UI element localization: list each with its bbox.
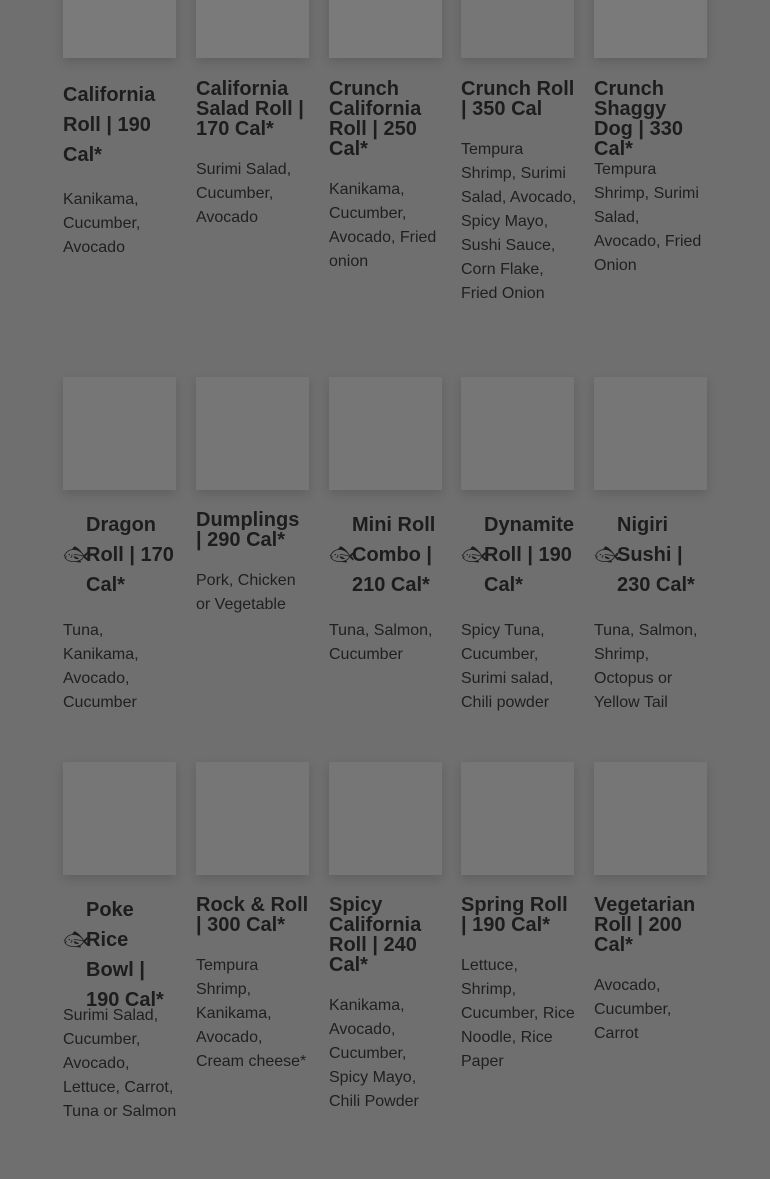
dragon-roll-image	[63, 377, 176, 490]
item-description: Spicy Tuna, Cucumber, Surimi salad, Chili powder	[461, 622, 554, 711]
item-title: Poke Rice Bowl | 190 Cal*	[86, 899, 164, 1011]
fish-icon: 🐟︎	[461, 544, 487, 566]
vegetarian-roll-image	[594, 762, 707, 875]
item-title: Spicy California Roll | 240 Cal*	[329, 894, 422, 976]
fish-icon: 🐟︎	[63, 929, 89, 951]
item-title: Rock & Roll | 300 Cal*	[196, 894, 309, 936]
item-title: California Salad Roll | 170 Cal*	[196, 78, 304, 140]
crunch-roll-image	[461, 0, 574, 58]
item-description: Surimi Salad, Cucumber, Avocado, Lettuce, Carrot, Tuna or Salmon	[63, 1007, 177, 1120]
item-title: Dumplings | 290 Cal*	[196, 509, 300, 551]
fish-icon: 🐟︎	[594, 544, 620, 566]
fish-icon: 🐟︎	[329, 544, 355, 566]
item-description: Pork, Chicken or Vegetable	[196, 572, 296, 613]
crunch-california-roll-image	[329, 0, 442, 58]
item-description: Kanikama, Cucumber, Avocado	[63, 191, 141, 256]
item-description: Tempura Shrimp, Surimi Salad, Avocado, Spicy Mayo, Sushi Sauce, Corn Flake, Fried Onion	[461, 141, 577, 302]
item-description: Kanikama, Avocado, Cucumber, Spicy Mayo, Chili Powder	[329, 997, 419, 1110]
item-title: Dragon Roll | 170 Cal*	[86, 514, 174, 596]
dumplings-image	[196, 377, 309, 490]
mini-roll-combo-image	[329, 377, 442, 490]
item-description: Tuna, Salmon, Cucumber	[329, 622, 433, 663]
dynamite-roll-image	[461, 377, 574, 490]
item-title: Spring Roll | 190 Cal*	[461, 894, 568, 936]
item-title: Dynamite Roll | 190 Cal*	[484, 514, 575, 596]
california-salad-roll-image	[196, 0, 309, 58]
spring-roll-image	[461, 762, 574, 875]
item-description: Tempura Shrimp, Kanikama, Avocado, Cream cheese*	[196, 957, 307, 1070]
item-description: Surimi Salad, Cucumber, Avocado	[196, 161, 292, 226]
nigiri-sushi-image	[594, 377, 707, 490]
california-roll-image	[63, 0, 176, 58]
rock-and-roll-image	[196, 762, 309, 875]
item-description: Avocado, Cucumber, Carrot	[594, 977, 672, 1042]
spicy-california-roll-image	[329, 762, 442, 875]
item-title: Crunch Roll | 350 Cal	[461, 78, 575, 120]
poke-rice-bowl-image	[63, 762, 176, 875]
item-description: Tuna, Salmon, Shrimp, Octopus or Yellow Tail	[594, 622, 698, 711]
item-description: Tempura Shrimp, Surimi Salad, Avocado, Fried Onion	[594, 161, 702, 274]
crunch-shaggy-dog-image	[594, 0, 707, 58]
item-title: Crunch Shaggy Dog | 330 Cal*	[594, 78, 683, 160]
item-description: Lettuce, Shrimp, Cucumber, Rice Noodle, Rice Paper	[461, 957, 575, 1070]
item-title: California Roll | 190 Cal*	[63, 84, 156, 166]
item-description: Tuna, Kanikama, Avocado, Cucumber	[63, 622, 139, 711]
item-title: Mini Roll Combo | 210 Cal*	[352, 514, 436, 596]
fish-icon: 🐟︎	[63, 544, 89, 566]
item-description: Kanikama, Cucumber, Avocado, Fried onion	[329, 181, 437, 270]
item-title: Nigiri Sushi | 230 Cal*	[617, 514, 695, 596]
item-title: Crunch California Roll | 250 Cal*	[329, 78, 422, 160]
item-title: Vegetarian Roll | 200 Cal*	[594, 894, 696, 956]
